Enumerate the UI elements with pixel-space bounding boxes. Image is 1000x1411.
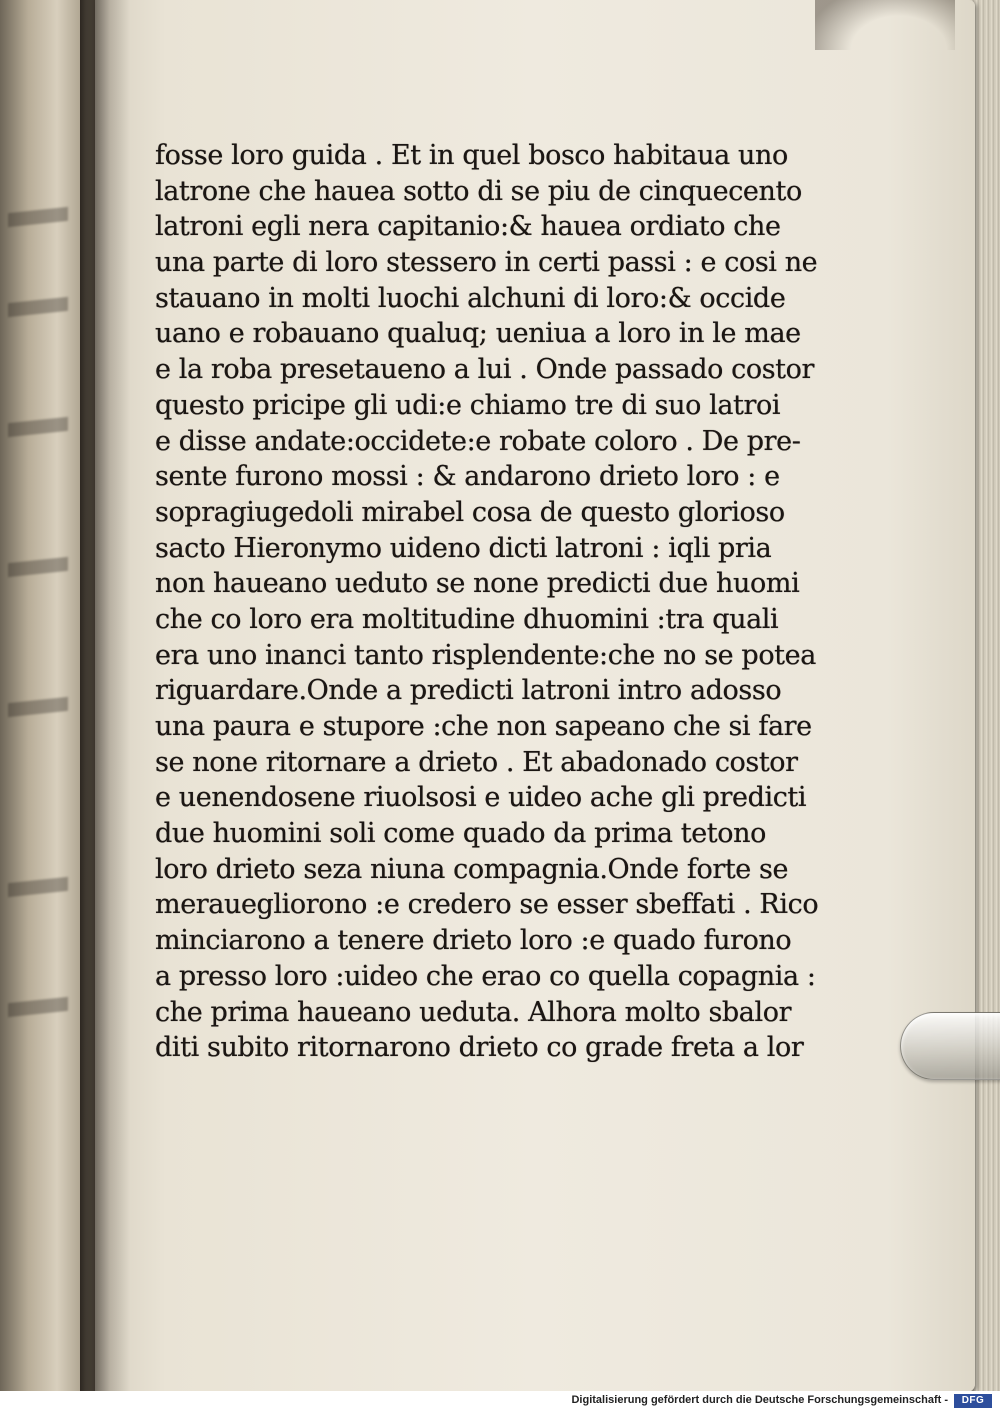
page-curl-shadow: [815, 0, 955, 50]
text-line: che co loro era moltitudine dhuomini :tra quali: [155, 603, 779, 635]
page-holder-clip: [900, 1012, 1000, 1080]
text-line: merauegliorono :e credero se esser sbeffati . Rico: [155, 889, 819, 921]
text-line: sente furono mossi : & andarono drieto loro : e: [155, 461, 780, 493]
digitization-credit-bar: [0, 1391, 1000, 1411]
digitization-credit: Digitalisierung gefördert durch die Deutsche Forschungsgemeinschaft -: [571, 1394, 948, 1406]
text-line: due huomini soli come quado da prima tetono: [155, 818, 766, 850]
text-line: fosse loro guida . Et in quel bosco habitaua uno: [155, 140, 788, 171]
text-line: se none ritornare a drieto . Et abadonado costor: [155, 746, 798, 778]
bleed-through-mark: [8, 417, 68, 437]
book-page: [95, 0, 975, 1392]
text-line: diti subito ritornarono drieto co grade freta a lor: [155, 1032, 804, 1064]
incunable-text-block: [155, 138, 855, 1066]
text-line: era uno inanci tanto risplendente:che no se potea: [155, 639, 816, 671]
text-line: e uenendosene riuolsosi e uideo ache gli predicti: [155, 782, 807, 814]
bleed-through-mark: [8, 297, 68, 317]
bleed-through-mark: [8, 557, 68, 577]
text-line: una parte di loro stessero in certi passi : e cosi ne: [155, 247, 818, 279]
text-line: sopragiugedoli mirabel cosa de questo glorioso: [155, 496, 785, 528]
text-line: uano e robauano qualuq; ueniua a loro in le mae: [155, 318, 801, 350]
text-line: a presso loro :uideo che erao co quella copagnia :: [155, 960, 816, 992]
text-line: loro drieto seza niuna compagnia.Onde forte se: [155, 853, 789, 885]
text-line: minciarono a tenere drieto loro :e quado furono: [155, 925, 792, 957]
text-line: stauano in molti luochi alchuni di loro:& occide: [155, 282, 786, 314]
dfg-logo-icon: DFG: [954, 1394, 992, 1408]
bleed-through-mark: [8, 997, 68, 1017]
bleed-through-mark: [8, 207, 68, 227]
text-line: latrone che hauea sotto di se piu de cinquecento: [155, 175, 802, 207]
text-line: che prima haueano ueduta. Alhora molto sbalor: [155, 996, 792, 1028]
spine-shadow: [80, 0, 130, 1411]
text-line: sacto Hieronymo uideno dicti latroni : iqli pria: [155, 532, 772, 564]
text-line: riguardare.Onde a predicti latroni intro adosso: [155, 675, 782, 707]
text-line: una paura e stupore :che non sapeano che si fare: [155, 711, 812, 742]
text-line: e disse andate:occidete:e robate coloro . De pre-: [155, 425, 801, 457]
text-line: questo pricipe gli udi:e chiamo tre di suo latroi: [155, 389, 781, 421]
bleed-through-mark: [8, 697, 68, 717]
text-line: e la roba presetaueno a lui . Onde passado costor: [155, 354, 814, 386]
text-line: latroni egli nera capitanio:& hauea ordiato che: [155, 211, 781, 243]
text-line: non haueano ueduto se none predicti due huomi: [155, 568, 800, 600]
bleed-through-mark: [8, 877, 68, 897]
